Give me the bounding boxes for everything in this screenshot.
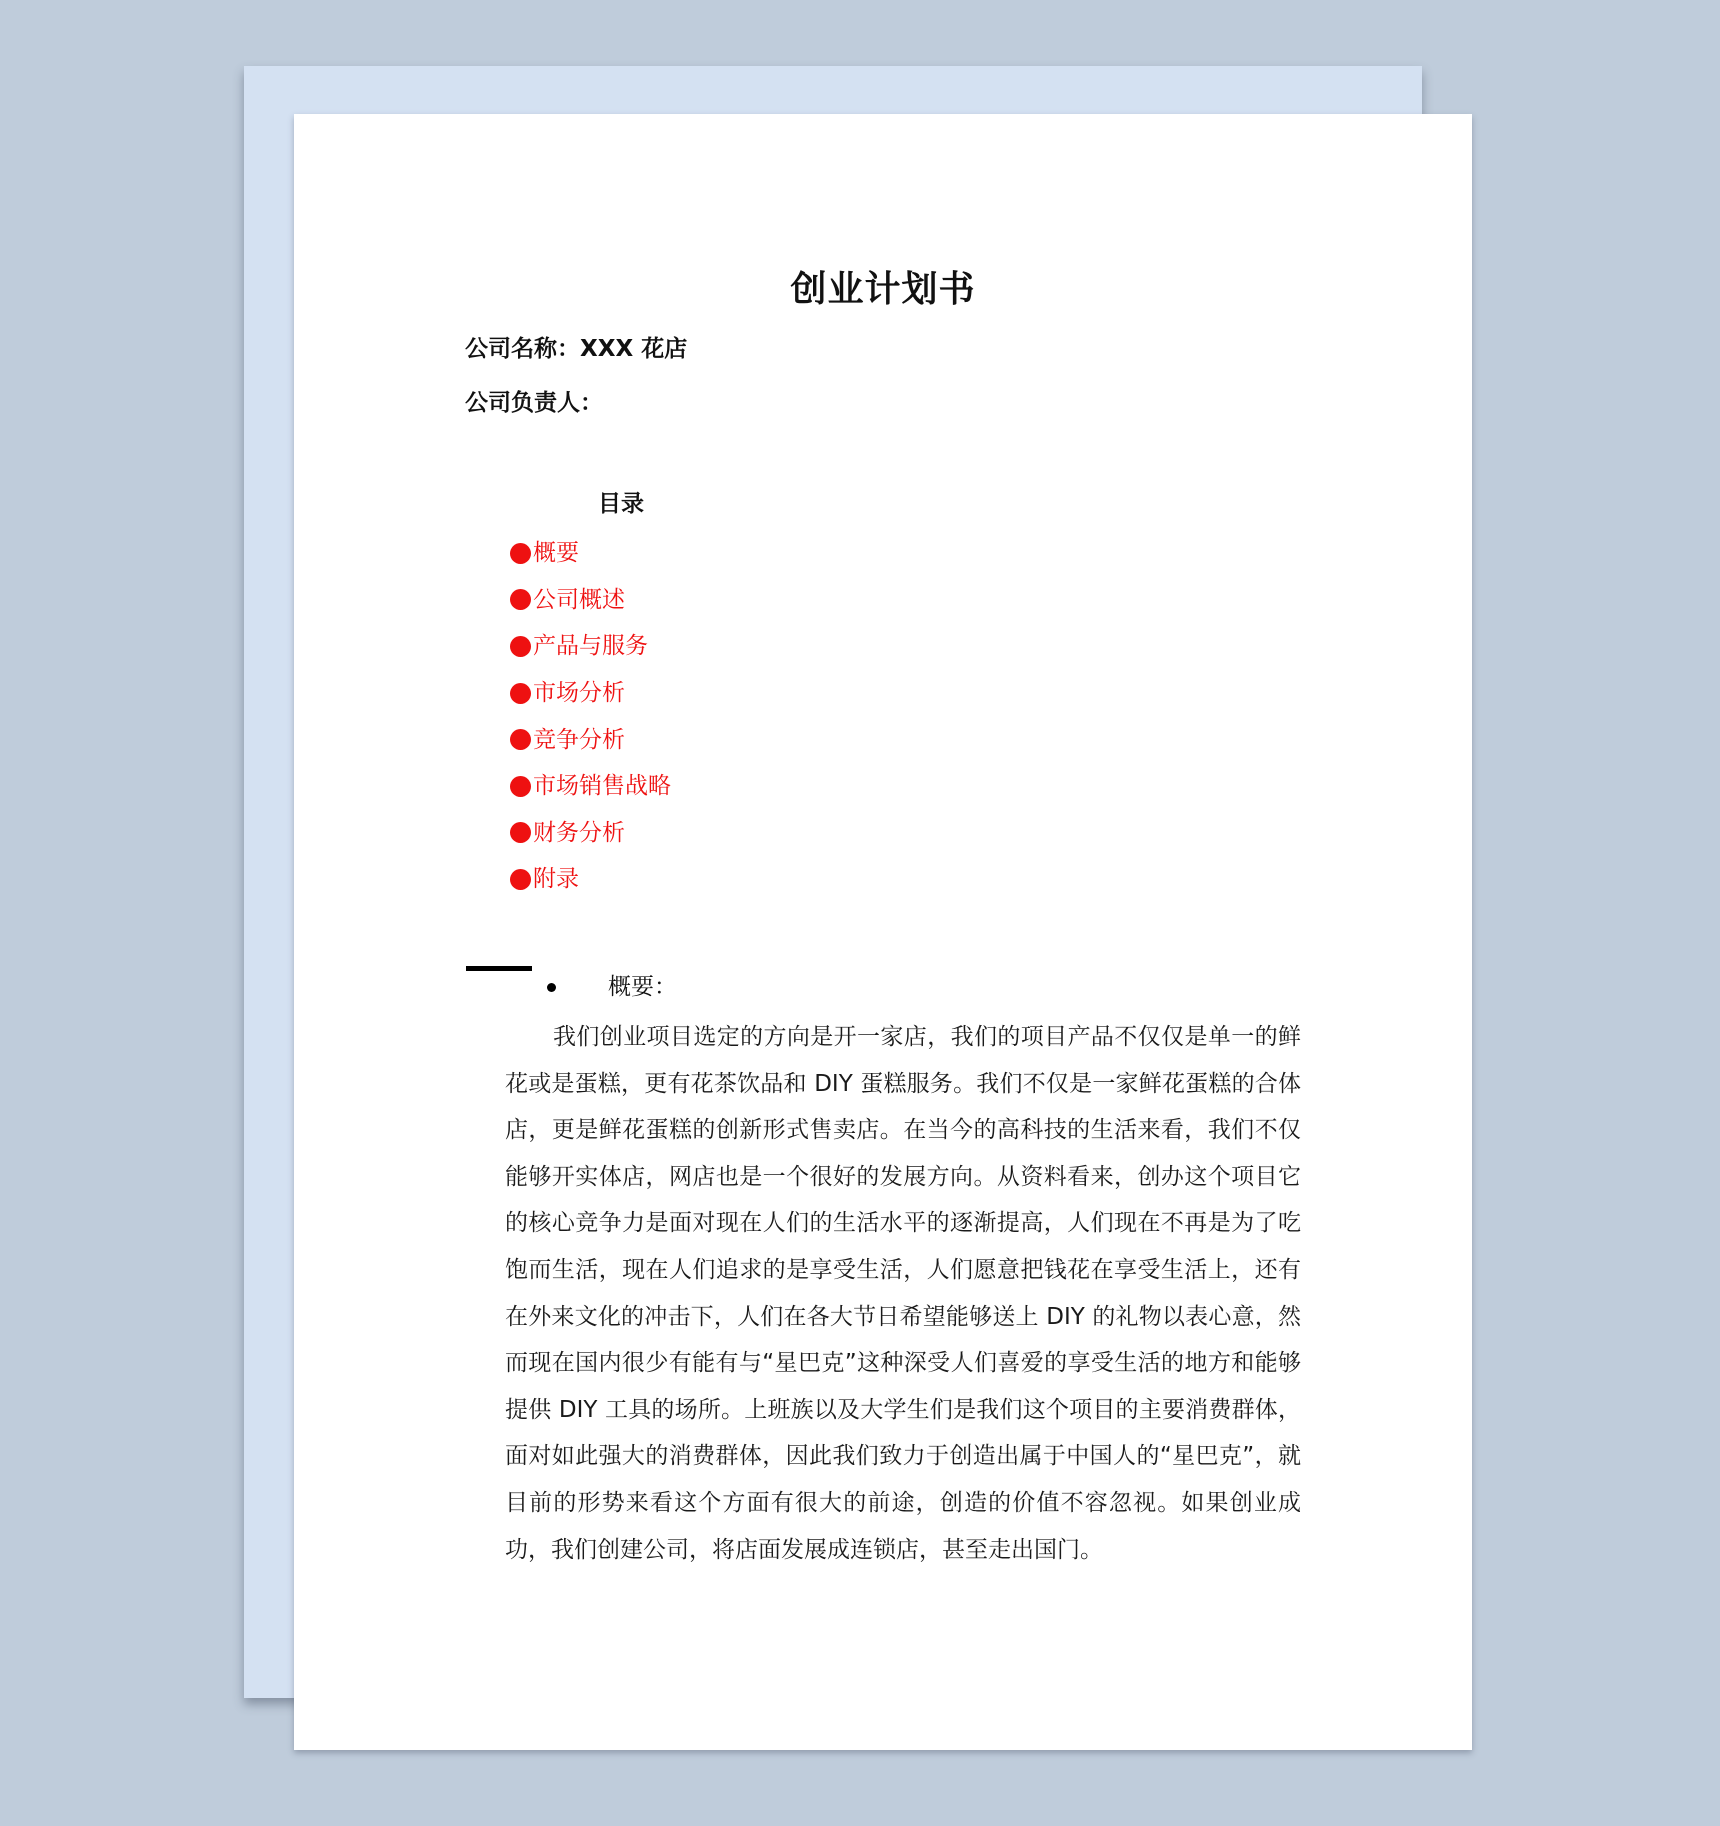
toc-item-label: 竞争分析 (533, 726, 625, 753)
bullet-icon (510, 869, 531, 890)
toc-item-company-overview[interactable] (510, 577, 671, 624)
toc-item-label: 市场销售战略 (533, 773, 671, 800)
bullet-icon (510, 776, 531, 797)
section-divider (466, 966, 532, 971)
toc-item-label: 附录 (533, 866, 579, 893)
summary-paragraph: 我们创业项目选定的方向是开一家店，我们的项目产品不仅仅是单一的鲜花或是蛋糕，更有花茶饮品和 DIY 蛋糕服务。我们不仅是一家鲜花蛋糕的合体店，更是鲜花蛋糕的创新形式售卖店。在当今的高科技的生活来看，我们不仅能够开实体店，网店也是一个很好的发展方向。从资料看来，创办这个项目它的核心竞争力是面对现在人们的生活水平的逐渐提高，人们现在不再是为了吃饱而生活，现在人们追求的是享受生活，人们愿意把钱花在享受生活上，还有在外来文化的冲击下，人们在各大节日希望能够送上 DIY 的礼物以表心意，然而现在国内很少有能有与“星巴克”这种深受人们喜爱的享受生活的地方和能够提供 DIY 工具的场所。上班族以及大学生们是我们这个项目的主要消费群体，面对如此强大的消费群体，因此我们致力于创造出属于中国人的“星巴克”，就目前的形势来看这个方面有很大的前途，创造的价值不容忽视。如果创业成功，我们创建公司，将店面发展成连锁店，甚至走出国门。 (505, 1024, 1301, 1563)
toc-item-label: 财务分析 (533, 819, 625, 846)
toc-list (510, 530, 671, 903)
bullet-icon (547, 983, 556, 992)
toc-item-market-analysis[interactable] (510, 670, 671, 717)
bullet-icon (510, 822, 531, 843)
toc-item-label: 产品与服务 (533, 633, 648, 660)
company-name-line: 公司名称：XXX 花店 (465, 336, 688, 362)
summary-heading (547, 972, 677, 1002)
summary-heading-label: 概要： (608, 974, 677, 1000)
toc-item-label: 市场分析 (533, 680, 625, 707)
bullet-icon (510, 683, 531, 704)
toc-item-marketing-strategy[interactable] (510, 763, 671, 810)
company-owner-line: 公司负责人： (465, 390, 603, 416)
toc-item-label: 公司概述 (533, 586, 625, 613)
toc-item-appendix[interactable] (510, 856, 671, 903)
document-page (294, 114, 1472, 1750)
toc-item-products-services[interactable] (510, 623, 671, 670)
bullet-icon (510, 729, 531, 750)
bullet-icon (510, 543, 531, 564)
toc-item-competition-analysis[interactable] (510, 716, 671, 763)
toc-item-overview[interactable] (510, 530, 671, 577)
bullet-icon (510, 589, 531, 610)
document-title: 创业计划书 (790, 269, 976, 310)
toc-item-financial-analysis[interactable] (510, 810, 671, 857)
toc-heading: 目录 (598, 491, 644, 517)
toc-item-label: 概要 (533, 540, 579, 567)
bullet-icon (510, 636, 531, 657)
